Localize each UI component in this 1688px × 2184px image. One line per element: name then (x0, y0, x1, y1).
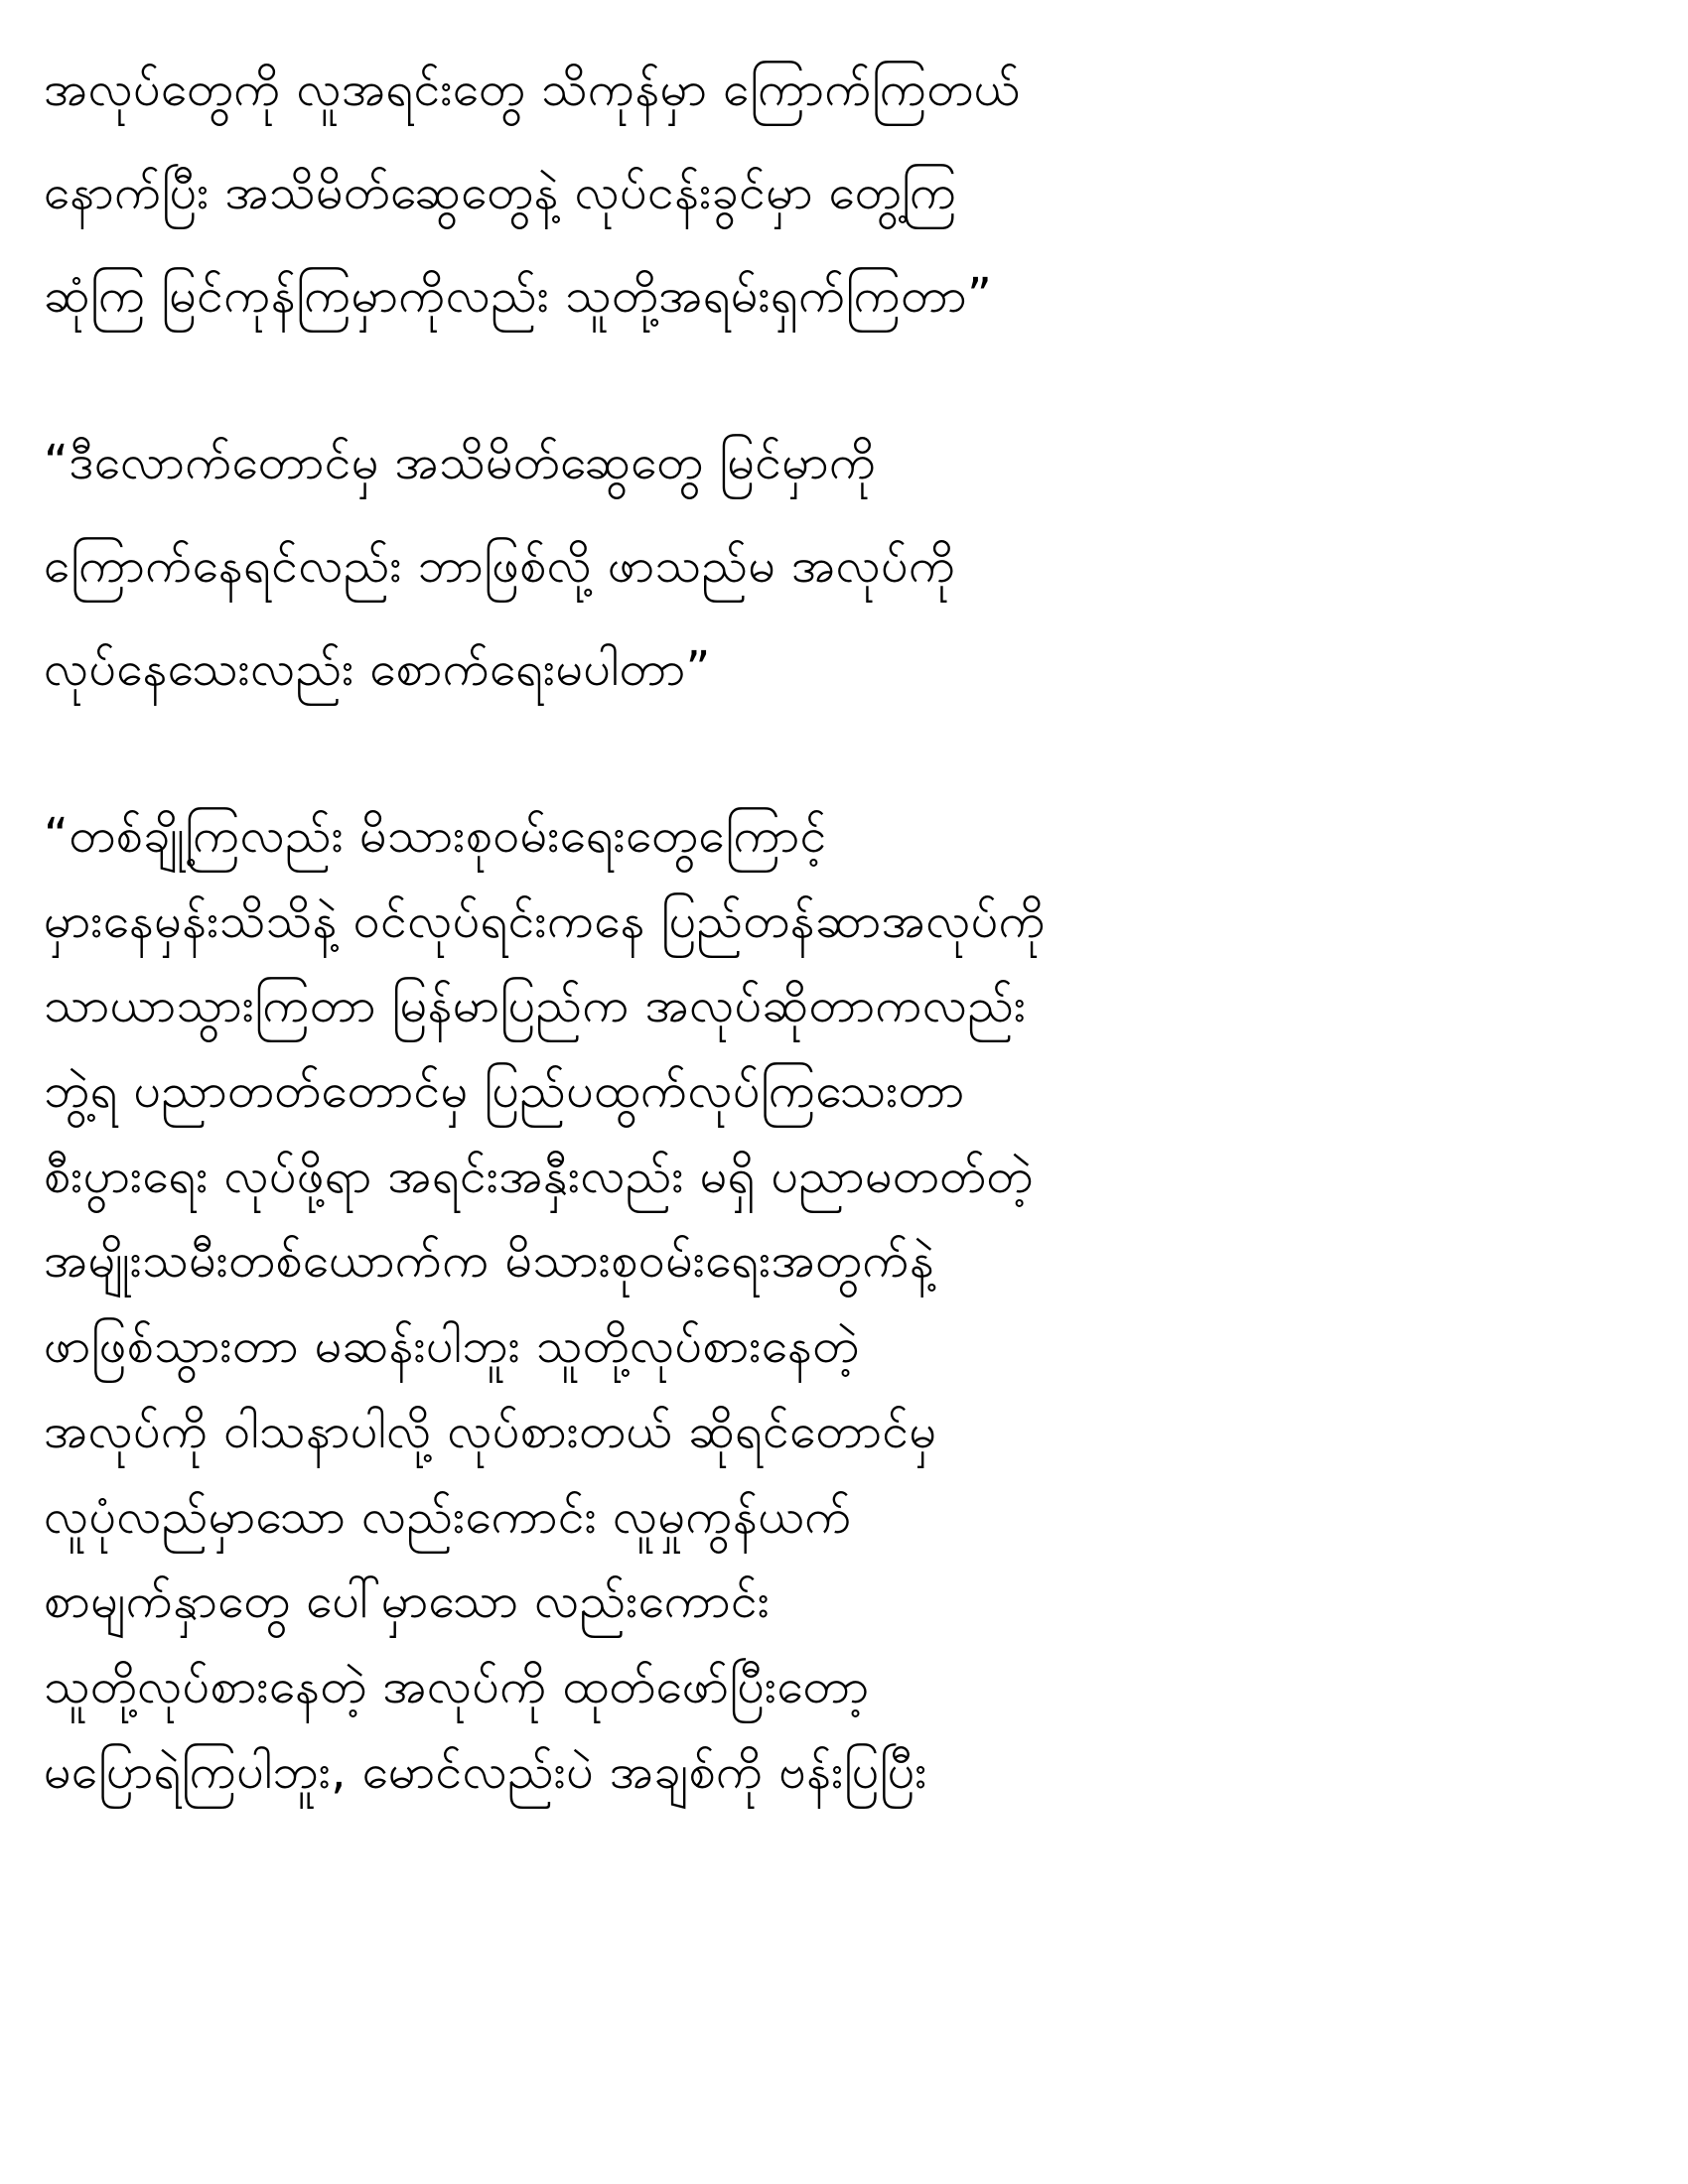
text-line: မှားနေမှန်းသိသိနဲ့ ဝင်လုပ်ရင်းကနေ ပြည်တန်ဆာအလုပ်ကို (44, 892, 1047, 949)
text-line: စာမျက်နှာတွေ ပေါ်မှာသော လည်းကောင်း (44, 1573, 771, 1630)
text-line: ဘွဲ့ရ ပညာတတ်တောင်မှ ပြည်ပထွက်လုပ်ကြသေးတာ (44, 1063, 965, 1120)
text-line: နောက်ပြီး အသိမိတ်ဆွေတွေနဲ့ လုပ်ငန်းခွင်မှာ တွေ့ကြ (44, 165, 957, 220)
paragraph-3 (44, 794, 1632, 1815)
text-line: “တစ်ချို့ကြလည်း မိသားစုဝမ်းရေးတွေကြောင့် (44, 808, 827, 864)
text-line: လုပ်နေသေးလည်း စောက်ရေးမပါတာ” (44, 641, 711, 697)
text-line: စီးပွားရေး လုပ်ဖို့ရာ အရင်းအနှီးလည်း မရှိ ပညာမတတ်တဲ့ (44, 1148, 1034, 1204)
text-line: အလုပ်ကို ဝါသနာပါလို့ လုပ်စားတယ် ဆိုရင်တောင်မှ (44, 1403, 937, 1459)
text-line: သူတို့လုပ်စားနေတဲ့ အလုပ်ကို ထုတ်ဖော်ပြီးတော့ (44, 1658, 870, 1714)
text-line: အလုပ်တွေကို လူအရင်းတွေ သိကုန်မှာ ကြောက်ကြတယ် (44, 62, 1021, 117)
text-line: သာယာသွားကြတာ မြန်မာပြည်က အလုပ်ဆိုတာကလည်း (44, 978, 1027, 1034)
text-line: ကြောက်နေရင်လည်း ဘာဖြစ်လို့ ဖာသည်မ အလုပ်ကို (44, 538, 956, 594)
text-line: ဆုံကြ မြင်ကုန်ကြမှာကိုလည်း သူတို့အရမ်းရှက်ကြတာ” (44, 268, 993, 324)
text-line: မပြောရဲကြပါဘူး, မောင်လည်းပဲ အချစ်ကို ဗန်းပြပြီး (44, 1743, 927, 1800)
paragraph-1 (44, 38, 1632, 347)
text-line: ဖာဖြစ်သွားတာ မဆန်းပါဘူး သူတို့လုပ်စားနေတဲ့ (44, 1318, 860, 1375)
text-line: “ဒီလောက်တောင်မှ အသိမိတ်ဆွေတွေ မြင်မှာကို (44, 435, 877, 490)
paragraph-2 (44, 411, 1632, 721)
text-line: လူပုံလည်မှာသော လည်းကောင်း လူမှုကွန်ယက် (44, 1488, 852, 1545)
text-line: အမျိုးသမီးတစ်ယောက်က မိသားစုဝမ်းရေးအတွက်နဲ့ (44, 1233, 935, 1290)
